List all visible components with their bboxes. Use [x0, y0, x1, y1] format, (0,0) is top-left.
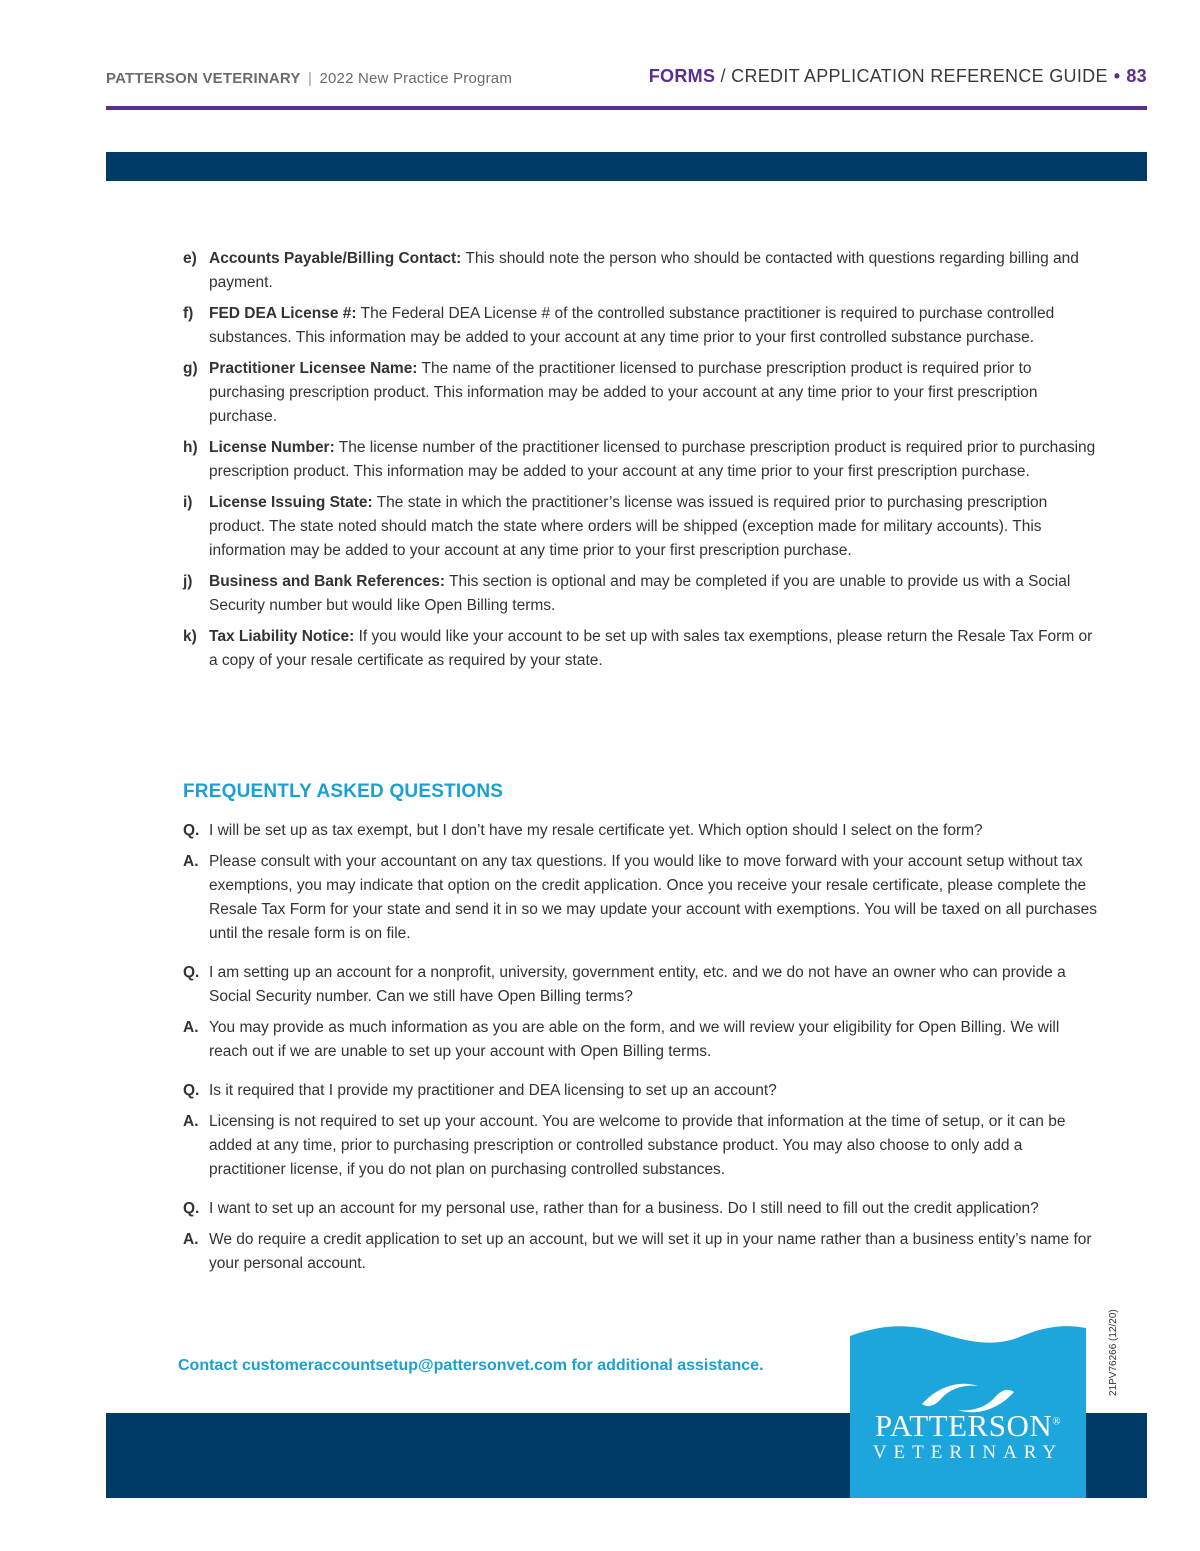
- question-marker: Q.: [183, 964, 200, 981]
- item-text: The Federal DEA License # of the controlled substance practitioner is required to purchase controlled substances. This information may be added to your account at any time prior to your first controlled substance purchase.: [209, 305, 1055, 346]
- answer-marker: A.: [183, 1019, 199, 1036]
- form-code: 21PV76266 (12/20): [1108, 1309, 1119, 1396]
- header-brand: PATTERSON VETERINARY: [106, 70, 301, 87]
- answer-text: You may provide as much information as you are able on the form, and we will review your eligibility for Open Billing. We will reach out if we are unable to set up your account with Open Billing terms.: [209, 1019, 1060, 1060]
- answer-text: Please consult with your accountant on any tax questions. If you would like to move forward with your account setup without tax exemptions, you may indicate that option on the credit application. Once you receive your resale certificate, please complete the Resale Tax Form for your state and send it in so we may update your account with exemptions. You will be taxed on all purchases until the resale form is on file.: [209, 853, 1098, 942]
- item-text: The name of the practitioner licensed to purchase prescription product is required prior to purchasing prescription product. This information may be added to your account at any time prior to your first prescription purchase.: [209, 360, 1038, 425]
- faq-entry: [183, 961, 1098, 1064]
- list-item: [183, 491, 1098, 563]
- question-marker: Q.: [183, 1082, 200, 1099]
- item-text: This should note the person who should be contacted with questions regarding billing and payment.: [209, 250, 1079, 291]
- item-marker: e): [183, 250, 197, 267]
- list-item: [183, 570, 1098, 618]
- item-term: Practitioner Licensee Name:: [209, 360, 418, 377]
- list-item: [183, 357, 1098, 429]
- faq-question: [183, 819, 1098, 843]
- list-item: [183, 247, 1098, 295]
- question-text: I am setting up an account for a nonprofit, university, government entity, etc. and we do not have an owner who can provide a Social Security number. Can we still have Open Billing terms?: [209, 964, 1066, 1005]
- faq-answer: [183, 1110, 1098, 1182]
- page-number: 83: [1126, 66, 1147, 86]
- top-band: [106, 152, 1147, 181]
- question-marker: Q.: [183, 1200, 200, 1217]
- item-marker: k): [183, 628, 197, 645]
- header-section: FORMS: [648, 66, 716, 86]
- item-marker: j): [183, 573, 193, 590]
- logo-subtitle: VETERINARY: [872, 1442, 1064, 1463]
- item-marker: g): [183, 360, 198, 377]
- list-item: [183, 436, 1098, 484]
- list-item: [183, 625, 1098, 673]
- item-term: License Number:: [209, 439, 335, 456]
- faq-entry: [183, 1079, 1098, 1182]
- item-text: This section is optional and may be completed if you are unable to provide us with a Social Security number but would like Open Billing terms.: [209, 573, 1071, 614]
- faq-question: [183, 961, 1098, 1009]
- item-marker: i): [183, 494, 193, 511]
- faq-question: [183, 1079, 1098, 1103]
- item-term: FED DEA License #:: [209, 305, 357, 322]
- item-text: If you would like your account to be set up with sales tax exemptions, please return the Resale Tax Form or a copy of your resale certificate as required by your state.: [209, 628, 1093, 669]
- header-separator: |: [307, 70, 313, 87]
- header-left: [106, 70, 512, 87]
- answer-marker: A.: [183, 1113, 199, 1130]
- item-term: License Issuing State:: [209, 494, 373, 511]
- item-term: Accounts Payable/Billing Contact:: [209, 250, 462, 267]
- faq-answer: [183, 850, 1098, 946]
- answer-marker: A.: [183, 853, 199, 870]
- registered-mark: ®: [1052, 1415, 1062, 1428]
- faq-answer: [183, 1228, 1098, 1276]
- faq-answer: [183, 1016, 1098, 1064]
- logo-name: PATTERSON: [874, 1408, 1053, 1443]
- item-marker: f): [183, 305, 194, 322]
- item-term: Business and Bank References:: [209, 573, 446, 590]
- answer-marker: A.: [183, 1231, 199, 1248]
- question-text: I will be set up as tax exempt, but I don’t have my resale certificate yet. Which option should I select on the form?: [209, 822, 983, 839]
- question-text: I want to set up an account for my personal use, rather than for a business. Do I still need to fill out the credit application?: [209, 1200, 1039, 1217]
- page-header: [106, 66, 1147, 90]
- instruction-list: [183, 247, 1098, 680]
- faq-list: [183, 819, 1098, 1291]
- header-rule: [106, 106, 1147, 110]
- header-program: 2022 New Practice Program: [319, 70, 513, 87]
- header-title: / CREDIT APPLICATION REFERENCE GUIDE: [715, 66, 1108, 86]
- item-text: The state in which the practitioner’s license was issued is required prior to purchasing prescription product. The state noted should match the state where orders will be shipped (exception made for military accounts). This information may be added to your account at any time prior to your first prescription purchase.: [209, 494, 1048, 559]
- logo-wordmark: [850, 1408, 1086, 1444]
- contact-line: Contact customeraccountsetup@pattersonvet.com for additional assistance.: [178, 1357, 764, 1374]
- list-item: [183, 302, 1098, 350]
- answer-text: We do require a credit application to set up an account, but we will set it up in your name rather than a business entity’s name for your personal account.: [209, 1231, 1092, 1272]
- faq-entry: [183, 819, 1098, 946]
- question-text: Is it required that I provide my practitioner and DEA licensing to set up an account?: [209, 1082, 777, 1099]
- header-bullet: •: [1113, 66, 1121, 86]
- header-right: [649, 66, 1147, 87]
- question-marker: Q.: [183, 822, 200, 839]
- faq-entry: [183, 1197, 1098, 1276]
- item-text: The license number of the practitioner licensed to purchase prescription product is required prior to purchasing prescription product. This information may be added to your account at any time prior to your first prescription purchase.: [209, 439, 1096, 480]
- faq-heading: FREQUENTLY ASKED QUESTIONS: [183, 781, 504, 802]
- item-term: Tax Liability Notice:: [209, 628, 355, 645]
- item-marker: h): [183, 439, 198, 456]
- faq-question: [183, 1197, 1098, 1221]
- answer-text: Licensing is not required to set up your account. You are welcome to provide that information at the time of setup, or it can be added at any time, prior to purchasing prescription or controlled substance product. You may also choose to only add a practitioner license, if you do not plan on purchasing controlled substances.: [209, 1113, 1066, 1178]
